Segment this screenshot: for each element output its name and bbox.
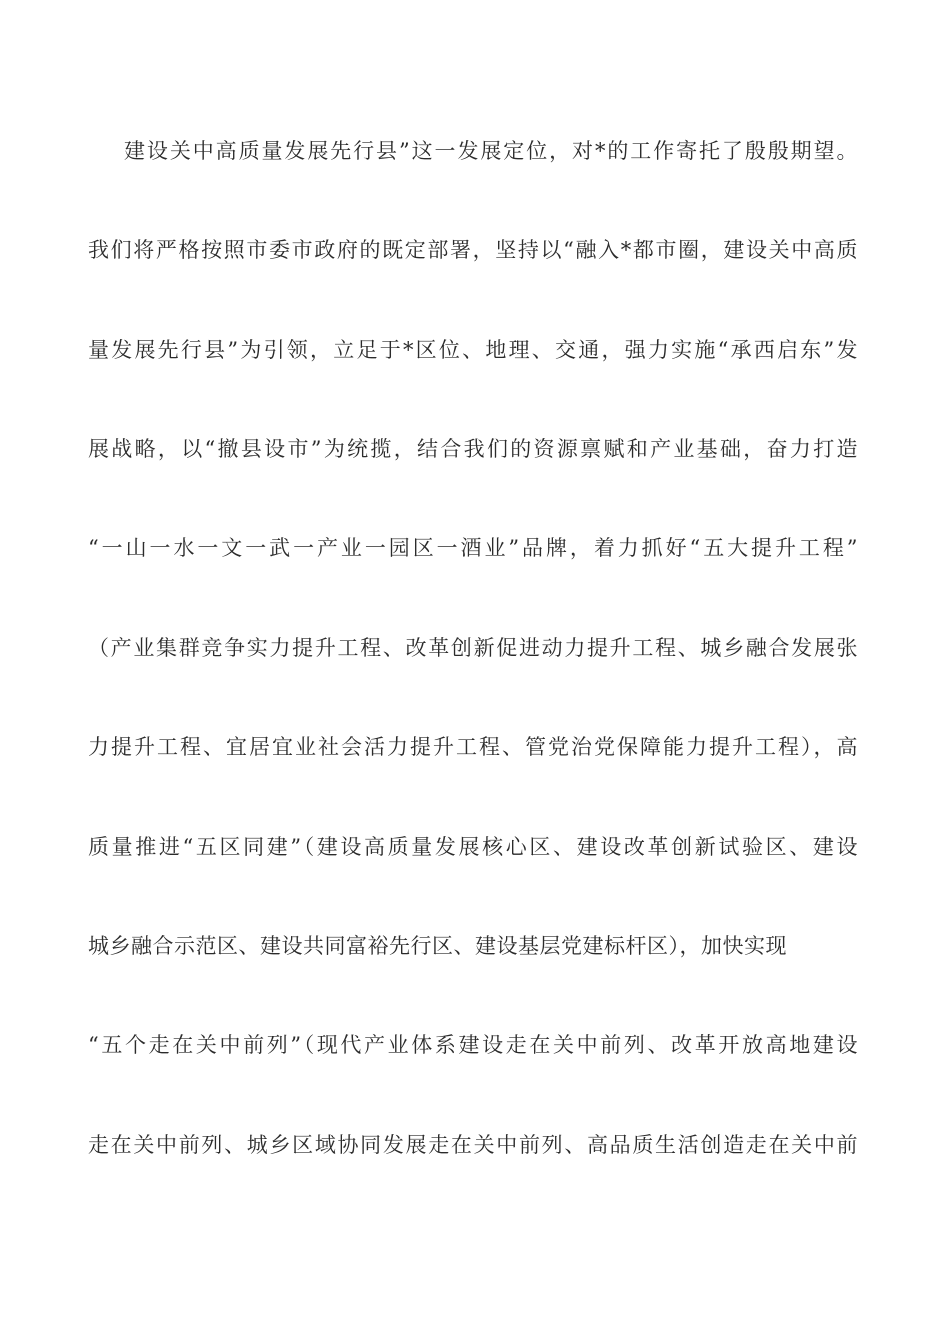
text-line: 力提升工程、宜居宜业社会活力提升工程、管党治党保障能力提升工程），高: [88, 735, 858, 759]
text-line: 展战略，以“撤县设市”为统揽，结合我们的资源禀赋和产业基础，奋力打造: [88, 437, 858, 461]
text-line: 量发展先行县”为引领，立足于*区位、地理、交通，强力实施“承西启东”发: [88, 338, 858, 362]
text-line: 质量推进“五区同建”（建设高质量发展核心区、建设改革创新试验区、建设: [88, 835, 858, 859]
text-line: 城乡融合示范区、建设共同富裕先行区、建设基层党建标杆区），加快实现: [88, 934, 787, 958]
text-line: “五个走在关中前列”（现代产业体系建设走在关中前列、改革开放高地建设: [88, 1033, 858, 1057]
text-line: 走在关中前列、城乡区域协同发展走在关中前列、高品质生活创造走在关中前: [88, 1133, 858, 1157]
text-line: “一山一水一文一武一产业一园区一酒业”品牌，着力抓好“五大提升工程”: [88, 536, 858, 560]
text-line: 我们将严格按照市委市政府的既定部署，坚持以“融入*都市圈，建设关中高质: [88, 238, 858, 262]
text-line: 建设关中高质量发展先行县”这一发展定位，对*的工作寄托了殷殷期望。: [124, 139, 858, 163]
text-line: （产业集群竞争实力提升工程、改革创新促进动力提升工程、城乡融合发展张: [88, 636, 858, 660]
